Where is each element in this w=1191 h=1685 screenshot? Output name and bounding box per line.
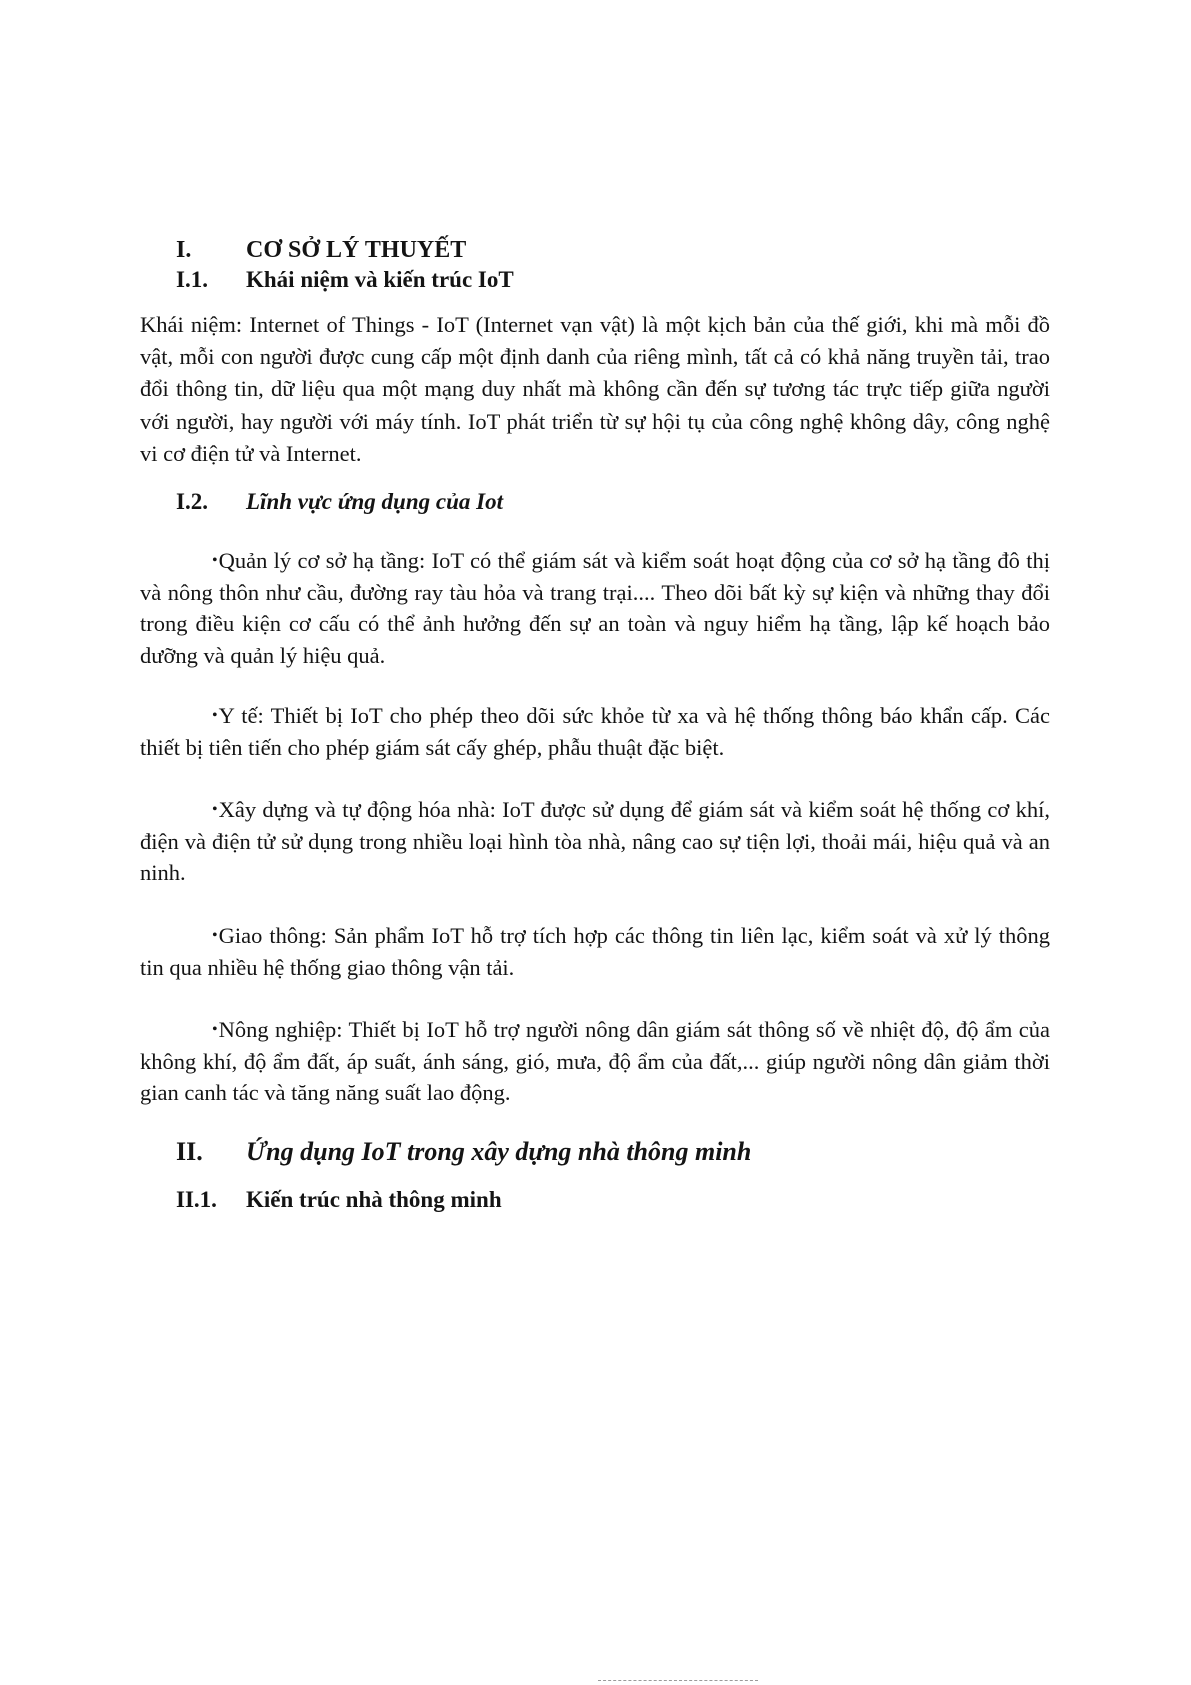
application-item-building-automation [140,794,1050,889]
section-heading-smart-home [176,1136,751,1167]
section-number: I. [176,237,192,263]
application-text: Y tế: Thiết bị IoT cho phép theo dõi sức khỏe từ xa và hệ thống thông báo khẩn cấp. Các thiết bị tiên tiến cho phép giám sát cấy ghép, phẫu thuật đặc biệt. [140,703,1050,760]
section-number: II. [176,1137,203,1166]
subsection-number: II.1. [176,1187,217,1212]
footer-divider [598,1680,758,1681]
bullet-icon: • [212,552,218,569]
bullet-icon: • [212,927,218,944]
bullet-icon: • [212,1021,218,1038]
subsection-title: Kiến trúc nhà thông minh [246,1187,502,1212]
subsection-heading-applications [176,488,503,516]
subsection-heading-smart-home-architecture [176,1186,502,1214]
application-item-transportation [140,920,1050,983]
subsection-title: Lĩnh vực ứng dụng của Iot [246,489,503,514]
subsection-number: I.1. [176,267,208,292]
subsection-heading-iot-concept [176,266,514,294]
bullet-icon: • [212,707,218,724]
application-item-infrastructure [140,545,1050,671]
section-heading-theory [176,236,466,265]
bullet-icon: • [212,801,218,818]
subsection-title: Khái niệm và kiến trúc IoT [246,267,514,292]
application-item-agriculture [140,1014,1050,1109]
application-item-healthcare [140,700,1050,763]
application-text: Quản lý cơ sở hạ tầng: IoT có thể giám sát và kiểm soát hoạt động của cơ sở hạ tầng đô thị và nông thôn như cầu, đường ray tàu hỏa và trang trại.... Theo dõi bất kỳ sự kiện và những thay đổi trong điều kiện cơ cấu có thể ảnh hưởng đến sự an toàn và nguy hiểm hạ tầng, lập kế hoạch bảo dưỡng và quản lý hiệu quả. [140,548,1050,668]
section-title: CƠ SỞ LÝ THUYẾT [246,237,467,263]
application-text: Xây dựng và tự động hóa nhà: IoT được sử dụng để giám sát và kiểm soát hệ thống cơ khí, điện và điện tử sử dụng trong nhiều loại hình tòa nhà, nâng cao sự tiện lợi, thoải mái, hiệu quả và an ninh. [140,797,1050,885]
application-text: Giao thông: Sản phẩm IoT hỗ trợ tích hợp các thông tin liên lạc, kiểm soát và xử lý thông tin qua nhiều hệ thống giao thông vận tải. [140,923,1050,980]
definition-paragraph: Khái niệm: Internet of Things - IoT (Internet vạn vật) là một kịch bản của thế giới, khi mà mỗi đồ vật, mỗi con người được cung cấp một định danh của riêng mình, tất cả có khả năng truyền tải, trao đổi thông tin, dữ liệu qua một mạng duy nhất mà không cần đến sự tương tác trực tiếp giữa người với người, hay người với máy tính. IoT phát triển từ sự hội tụ của công nghệ không dây, công nghệ vi cơ điện tử và Internet. [140,312,1050,466]
subsection-number: I.2. [176,489,208,514]
section-title: Ứng dụng IoT trong xây dựng nhà thông minh [246,1137,752,1166]
application-text: Nông nghiệp: Thiết bị IoT hỗ trợ người nông dân giám sát thông số về nhiệt độ, độ ẩm của không khí, độ ẩm đất, áp suất, ánh sáng, gió, mưa, độ ẩm của đất,... giúp người nông dân giảm thời gian canh tác và tăng năng suất lao động. [140,1017,1050,1105]
